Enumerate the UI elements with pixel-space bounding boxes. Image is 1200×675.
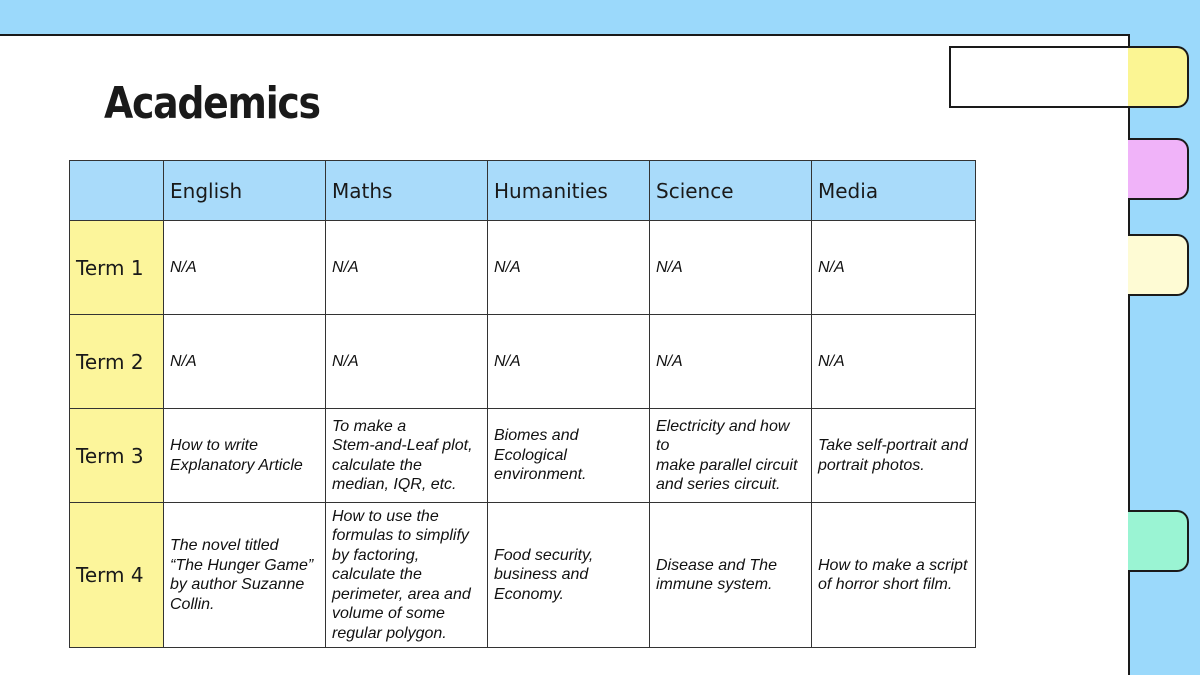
cell-text: N/A (818, 258, 845, 276)
academics-table (69, 160, 976, 648)
table-cell (326, 409, 488, 503)
cell-text: How to make a script of horror short film. (818, 556, 968, 593)
table-cell (164, 315, 326, 409)
row-header-term-2: Term 2 (70, 315, 164, 409)
table-cell (812, 409, 976, 503)
table-row (70, 503, 976, 648)
table-cell (164, 409, 326, 503)
table-cell (326, 315, 488, 409)
row-header-term-4: Term 4 (70, 503, 164, 648)
row-header-term-1: Term 1 (70, 221, 164, 315)
cell-text: N/A (332, 258, 359, 276)
table-row (70, 221, 976, 315)
cell-text: Disease and The immune system. (656, 556, 777, 593)
column-header-maths: Maths (326, 161, 488, 221)
cell-text: How to write Explanatory Article (170, 437, 303, 474)
table-cell (488, 409, 650, 503)
cell-text: How to use the formulas to simplify by factoring, calculate the perimeter, area and volume of some regular polygon. (332, 507, 471, 642)
corner-cell (70, 161, 164, 221)
table-cell (488, 503, 650, 648)
table-row (70, 315, 976, 409)
table-cell (488, 221, 650, 315)
table-cell (326, 503, 488, 648)
table-cell (488, 315, 650, 409)
table-header-row (70, 161, 976, 221)
table-cell (650, 221, 812, 315)
column-header-science: Science (650, 161, 812, 221)
cell-text: N/A (656, 258, 683, 276)
cell-text: N/A (494, 352, 521, 370)
column-header-media: Media (812, 161, 976, 221)
cell-text: Food security, business and Economy. (494, 546, 594, 603)
table-cell (326, 221, 488, 315)
table-cell (650, 409, 812, 503)
cell-text: To make a Stem-and-Leaf plot, calculate the median, IQR, etc. (332, 417, 473, 493)
cell-text: Take self-portrait and portrait photos. (818, 437, 968, 474)
tab-pink[interactable] (1128, 138, 1189, 200)
table-cell (164, 221, 326, 315)
cell-text: N/A (656, 352, 683, 370)
cell-text: Electricity and how to make parallel circuit and series circuit. (656, 417, 798, 493)
cell-text: The novel titled “The Hunger Game” by author Suzanne Collin. (170, 537, 314, 613)
table-row (70, 409, 976, 503)
table-cell (812, 503, 976, 648)
label-box (949, 46, 1130, 108)
tab-cream[interactable] (1128, 234, 1189, 296)
tab-yellow[interactable] (1128, 46, 1189, 108)
table-cell (650, 315, 812, 409)
column-header-english: English (164, 161, 326, 221)
cell-text: N/A (332, 352, 359, 370)
table-cell (164, 503, 326, 648)
cell-text: Biomes and Ecological environment. (494, 427, 587, 484)
table-cell (812, 315, 976, 409)
page-title: Academics (104, 78, 320, 129)
row-header-term-3: Term 3 (70, 409, 164, 503)
cell-text: N/A (170, 352, 197, 370)
tab-mint[interactable] (1128, 510, 1189, 572)
table-cell (650, 503, 812, 648)
column-header-humanities: Humanities (488, 161, 650, 221)
cell-text: N/A (494, 258, 521, 276)
table-cell (812, 221, 976, 315)
cell-text: N/A (818, 352, 845, 370)
cell-text: N/A (170, 258, 197, 276)
